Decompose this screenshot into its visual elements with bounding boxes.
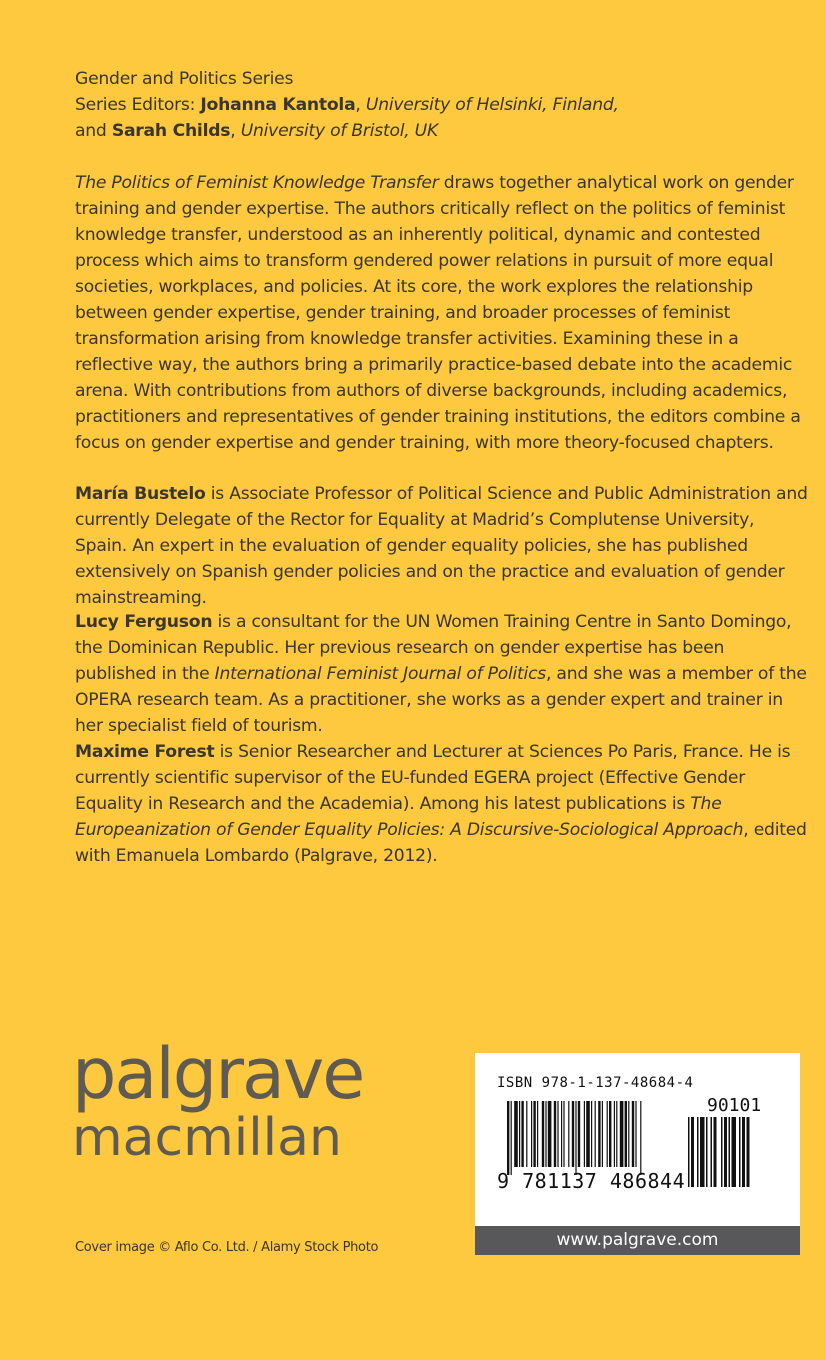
publisher-line2: macmillan bbox=[72, 1108, 342, 1168]
forest-text2: , edited with Emanuela Lombardo (Palgrave, 2012). bbox=[75, 820, 807, 866]
series-title: Gender and Politics Series bbox=[75, 69, 294, 89]
publisher-logo bbox=[72, 1033, 364, 1168]
editor1-sep: , bbox=[355, 95, 366, 115]
forest-book: The Europeanization of Gender Equality Policies: A Discursive-Sociological Approach bbox=[75, 794, 744, 840]
barcode-bars bbox=[507, 1101, 682, 1175]
and-word: and bbox=[75, 121, 112, 141]
series-editors-line2 bbox=[75, 118, 810, 144]
bio-bustelo bbox=[75, 481, 810, 611]
book-description bbox=[75, 170, 810, 456]
ferguson-text1: is a consultant for the UN Women Training Centre in Santo Domingo, the Dominican Republic. Her previous research on gender expertise has been published in the bbox=[75, 612, 792, 684]
publisher-url[interactable]: www.palgrave.com bbox=[475, 1226, 800, 1255]
forest-text1: is Senior Researcher and Lecturer at Sciences Po Paris, France. He is currently scientific supervisor of the EU-funded EGERA project (Effective Gender Equality in Research and the Academia). Among his latest publications is bbox=[75, 742, 791, 814]
bio-ferguson bbox=[75, 609, 810, 739]
description-text: draws together analytical work on gender training and gender expertise. The authors critically reflect on the politics of feminist knowledge transfer, understood as an inherently political, dynamic and contested process which aims to transform gendered power relations in pursuit of more equal societies, workplaces, and policies. At its core, the work explores the relationship between gender expertise, gender training, and broader processes of feminist transformation arising from knowledge transfer activities. Examining these in a reflective way, the authors bring a primarily practice-based debate into the academic arena. With contributions from authors of diverse backgrounds, including academics, practitioners and representatives of gender training institutions, the editors combine a focus on gender expertise and gender training, with more theory-focused chapters. bbox=[75, 173, 801, 453]
isbn-label: ISBN 978-1-137-48684-4 bbox=[497, 1075, 694, 1091]
editor2-affiliation: University of Bristol, UK bbox=[240, 121, 439, 141]
series-editors-line bbox=[75, 92, 810, 118]
barcode-addon-bars bbox=[688, 1117, 778, 1187]
barcode-box bbox=[475, 1053, 800, 1226]
editor1-affiliation: University of Helsinki, Finland, bbox=[365, 95, 619, 115]
series-info bbox=[75, 66, 810, 144]
editor2-sep: , bbox=[230, 121, 241, 141]
editor1-name: Johanna Kantola bbox=[200, 95, 356, 115]
barcode-addon: 90101 bbox=[707, 1095, 762, 1116]
book-title: The Politics of Feminist Knowledge Transfer bbox=[75, 173, 439, 193]
editor2-name: Sarah Childs bbox=[111, 121, 231, 141]
bustelo-text: is Associate Professor of Political Science and Public Administration and currently Delegate of the Rector for Equality at Madrid’s Complutense University, Spain. An expert in the evaluation of gender equality policies, she has published extensively on Spanish gender policies and on the practice and evaluation of gender mainstreaming. bbox=[75, 484, 808, 608]
ferguson-text2: , and she was a member of the OPERA research team. As a practitioner, she works as a gender expert and trainer in her specialist field of tourism. bbox=[75, 664, 807, 736]
barcode-digits: 9 781137 486844 bbox=[497, 1169, 686, 1193]
bustelo-name: María Bustelo bbox=[75, 484, 206, 504]
editors-prefix: Series Editors: bbox=[75, 95, 201, 115]
forest-name: Maxime Forest bbox=[75, 742, 215, 762]
bio-forest bbox=[75, 739, 810, 869]
cover-credit: Cover image © Aflo Co. Ltd. / Alamy Stock Photo bbox=[75, 1240, 379, 1255]
ferguson-name: Lucy Ferguson bbox=[75, 612, 213, 632]
publisher-line1: palgrave bbox=[72, 1033, 364, 1115]
ferguson-journal: International Feminist Journal of Politics bbox=[214, 664, 546, 684]
